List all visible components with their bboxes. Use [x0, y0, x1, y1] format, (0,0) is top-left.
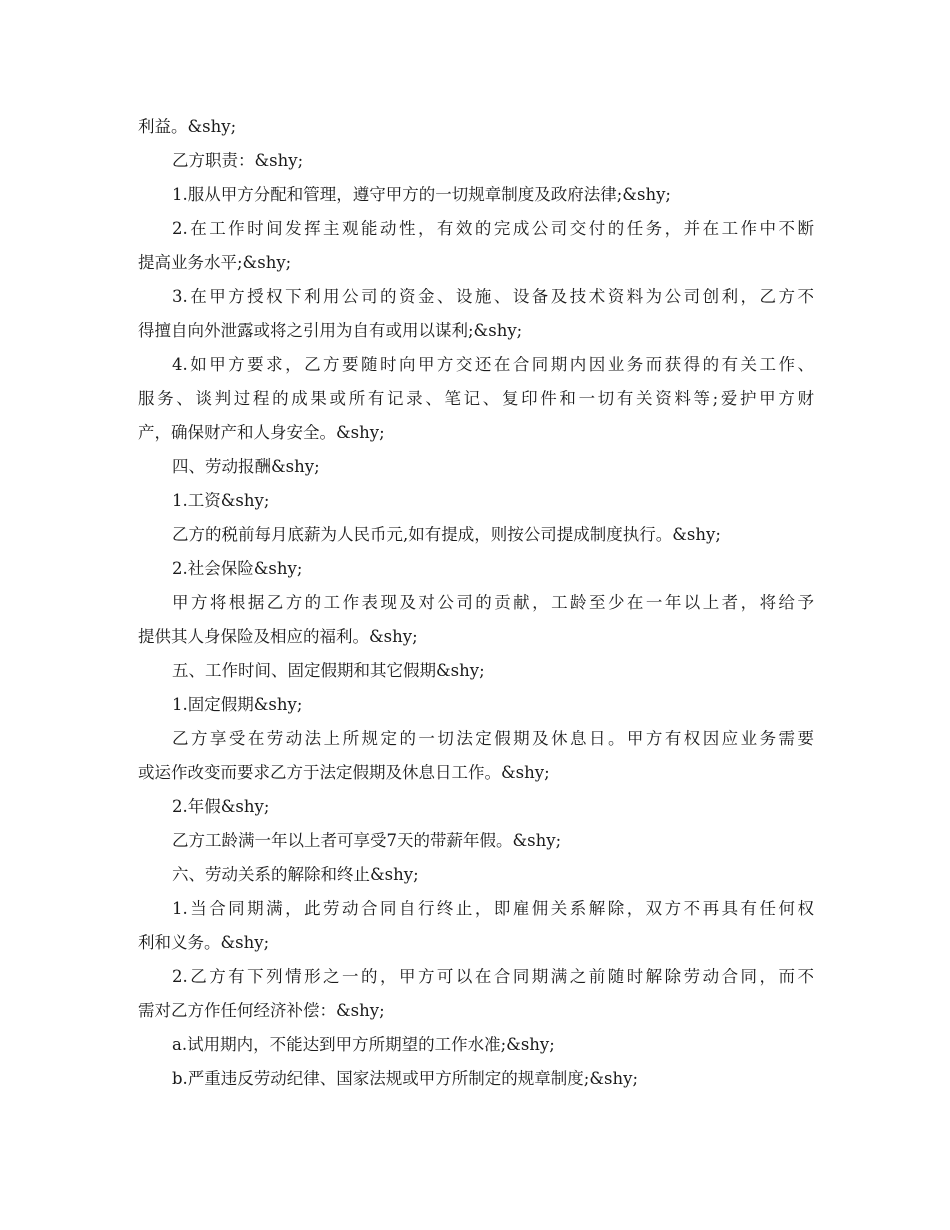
text-line: 六、劳动关系的解除和终止&shy;: [172, 865, 419, 884]
text-line: 4.如甲方要求，乙方要随时向甲方交还在合同期内因业务而获得的有关工作、: [172, 355, 814, 374]
text-line: 2.乙方有下列情形之一的，甲方可以在合同期满之前随时解除劳动合同，而不: [172, 967, 814, 986]
text-line: b.严重违反劳动纪律、国家法规或甲方所制定的规章制度;&shy;: [172, 1069, 639, 1088]
text-line: 乙方职责：&shy;: [172, 151, 304, 170]
text-line: 乙方享受在劳动法上所规定的一切法定假期及休息日。甲方有权因应业务需要: [172, 729, 814, 748]
text-line: 1.服从甲方分配和管理，遵守甲方的一切规章制度及政府法律;&shy;: [172, 185, 671, 204]
text-line: 2.社会保险&shy;: [172, 559, 303, 578]
text-line: 产，确保财产和人身安全。&shy;: [138, 423, 385, 442]
text-line: 1.当合同期满，此劳动合同自行终止，即雇佣关系解除，双方不再具有任何权: [172, 899, 814, 918]
text-line: 提高业务水平;&shy;: [138, 253, 292, 272]
text-line: 提供其人身保险及相应的福利。&shy;: [138, 627, 418, 646]
text-line: 得擅自向外泄露或将之引用为自有或用以谋利;&shy;: [138, 321, 523, 340]
text-line: 服务、谈判过程的成果或所有记录、笔记、复印件和一切有关资料等;爱护甲方财: [138, 389, 814, 408]
text-line: 四、劳动报酬&shy;: [172, 457, 320, 476]
text-line: 利和义务。&shy;: [138, 933, 270, 952]
text-line: 1.固定假期&shy;: [172, 695, 303, 714]
text-line: 五、工作时间、固定假期和其它假期&shy;: [172, 661, 485, 680]
text-line: 乙方的税前每月底薪为人民币元,如有提成，则按公司提成制度执行。&shy;: [172, 525, 721, 544]
text-line: 乙方工龄满一年以上者可享受7天的带薪年假。&shy;: [172, 831, 562, 850]
text-line: 需对乙方作任何经济补偿：&shy;: [138, 1001, 385, 1020]
text-line: a.试用期内，不能达到甲方所期望的工作水准;&shy;: [172, 1035, 555, 1054]
text-line: 利益。&shy;: [138, 117, 237, 136]
text-line: 或运作改变而要求乙方于法定假期及休息日工作。&shy;: [138, 763, 550, 782]
text-line: 2.在工作时间发挥主观能动性，有效的完成公司交付的任务，并在工作中不断: [172, 219, 814, 238]
document-body: [138, 110, 814, 1096]
text-line: 1.工资&shy;: [172, 491, 270, 510]
text-line: 甲方将根据乙方的工作表现及对公司的贡献，工龄至少在一年以上者，将给予: [172, 593, 814, 612]
text-line: 2.年假&shy;: [172, 797, 270, 816]
text-line: 3.在甲方授权下利用公司的资金、设施、设备及技术资料为公司创利，乙方不: [172, 287, 814, 306]
